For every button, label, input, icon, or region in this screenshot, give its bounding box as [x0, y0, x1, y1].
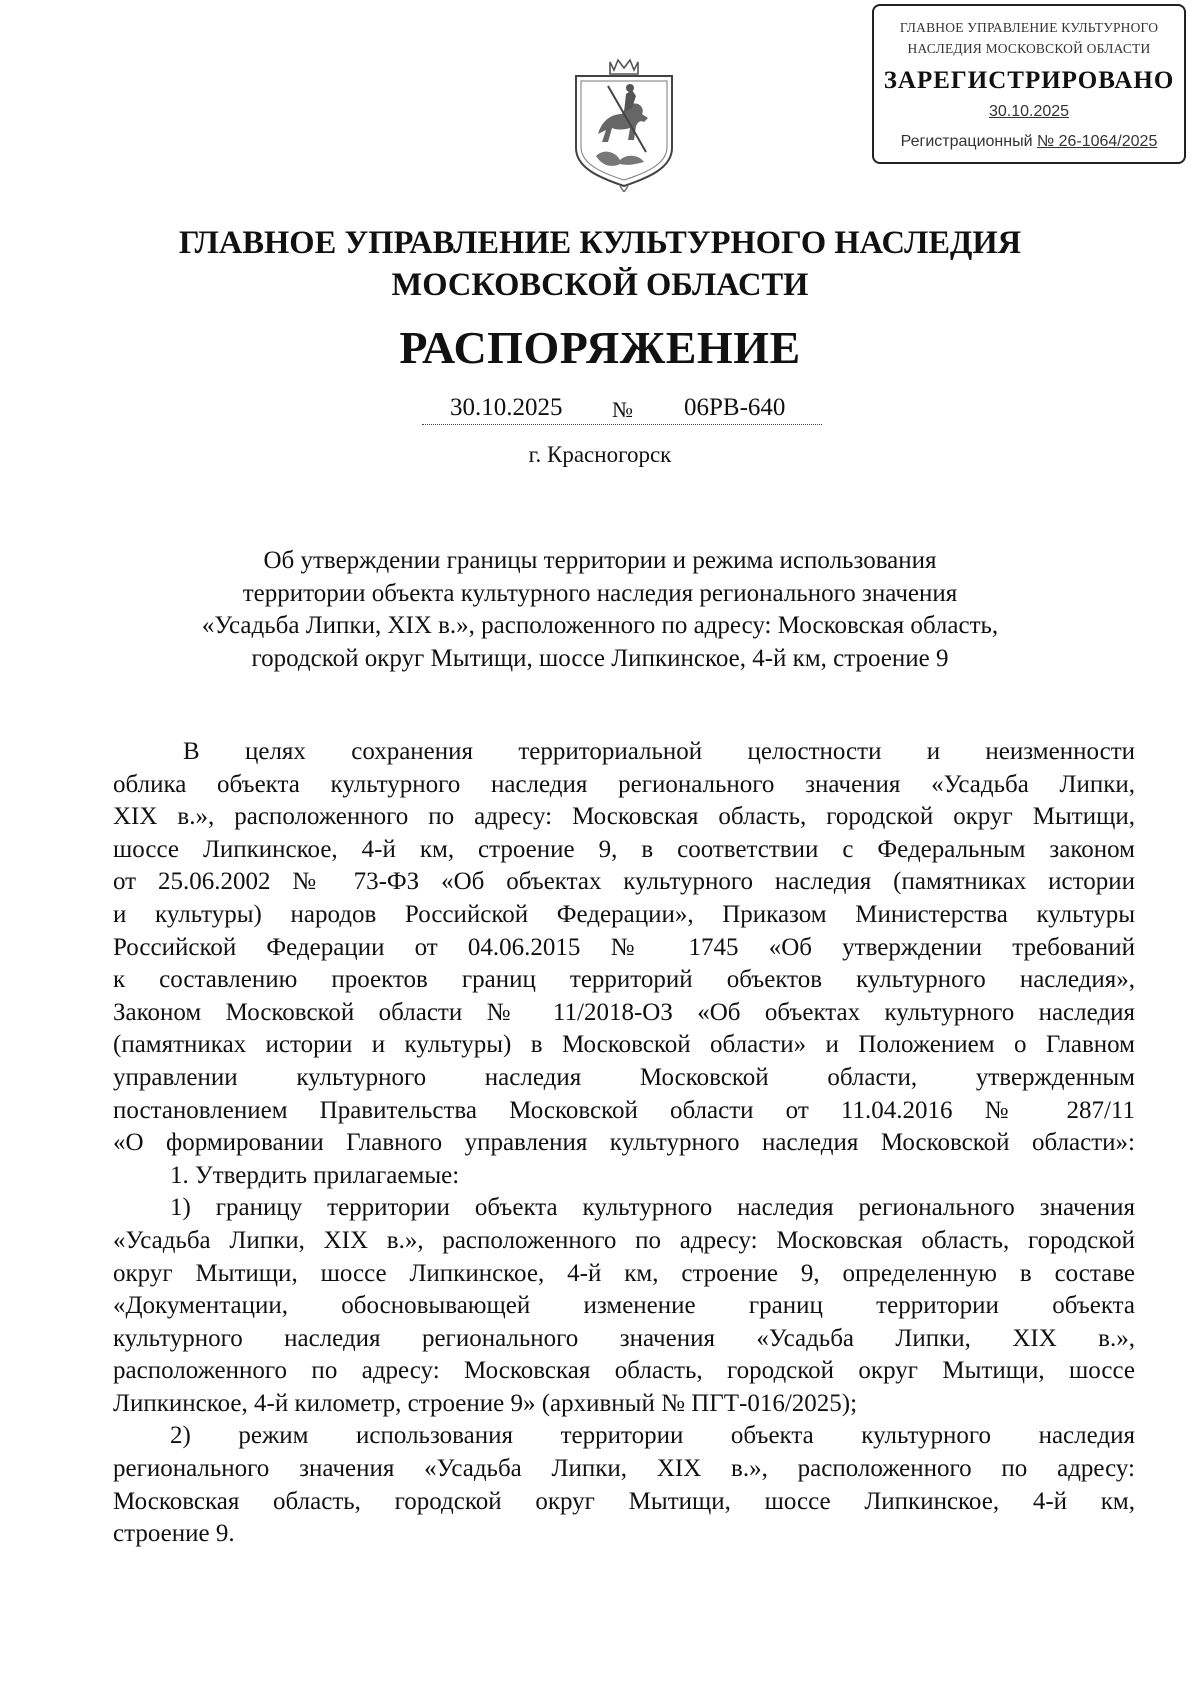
body-line: от 25.06.2002 № 73-ФЗ «Об объектах культурного наследия (памятниках истории	[113, 868, 1135, 896]
subject-line: «Усадьба Липки, XIX в.», расположенного по адресу: Московская область,	[201, 612, 999, 639]
body-line: управлении культурного наследия Московской области, утвержденным	[113, 1063, 1135, 1091]
document-body	[113, 736, 1135, 1551]
body-line: строение 9.	[113, 1520, 235, 1548]
stamp-reg-value: № 26-1064/2025	[1036, 133, 1158, 150]
body-line: 2) режим использования территории объекта культурного наследия	[170, 1422, 1135, 1450]
body-line: «Документации, обосновывающей изменение границ территории объекта	[113, 1292, 1135, 1320]
body-line: облика объекта культурного наследия регионального значения «Усадьба Липки,	[113, 770, 1135, 798]
document-subject	[150, 545, 1050, 675]
body-line: культурного наследия регионального значения «Усадьба Липки, XIX в.»,	[113, 1324, 1135, 1352]
stamp-date: 30.10.2025	[988, 103, 1070, 120]
moscow-oblast-coat-of-arms-icon	[568, 56, 680, 192]
organization-title	[0, 222, 1200, 306]
stamp-status: ЗАРЕГИСТРИРОВАНО	[883, 67, 1175, 94]
sub-item-2	[113, 1420, 1135, 1550]
body-line: шоссе Липкинское, 4-й км, строение 9, в соответствии с Федеральным законом	[113, 835, 1135, 863]
body-line: Московская область, городской округ Мытищи, шоссе Липкинское, 4-й км,	[113, 1487, 1135, 1515]
stamp-organization	[874, 14, 1184, 62]
organization-title-line: МОСКОВСКОЙ ОБЛАСТИ	[391, 267, 809, 303]
document-city: г. Красногорск	[528, 442, 672, 467]
body-line: Российской Федерации от 04.06.2015 № 1745 «Об утверждении требований	[113, 933, 1135, 961]
document-date: 30.10.2025	[450, 394, 563, 421]
stamp-registration-number	[874, 132, 1184, 152]
subject-line: городской округ Мытищи, шоссе Липкинское, 4-й км, строение 9	[251, 644, 949, 672]
body-line: Липкинское, 4-й километр, строение 9» (архивный № ПГТ-016/2025);	[113, 1389, 858, 1417]
body-line: XIX в.», расположенного по адресу: Московская область, городской округ Мытищи,	[113, 803, 1135, 831]
body-line: к составлению проектов границ территорий объектов культурного наследия»,	[113, 966, 1135, 994]
number-sign: №	[612, 397, 633, 422]
body-line: расположенного по адресу: Московская область, городской округ Мытищи, шоссе	[113, 1357, 1135, 1385]
body-line: 1) границу территории объекта культурного наследия регионального значения	[170, 1194, 1135, 1222]
sub-item-1	[113, 1192, 1135, 1420]
body-line: (памятниках истории и культуры) в Московской области» и Положением о Главном	[113, 1031, 1135, 1059]
body-line: «О формировании Главного управления культурного наследия Московской области»:	[113, 1129, 1135, 1157]
body-line: регионального значения «Усадьба Липки, XIX в.», расположенного по адресу:	[113, 1455, 1135, 1483]
body-line: постановлением Правительства Московской области от 11.04.2016 № 287/11	[113, 1096, 1135, 1124]
stamp-org-line: ГЛАВНОЕ УПРАВЛЕНИЕ КУЛЬТУРНОГО	[899, 20, 1159, 35]
registration-stamp	[872, 4, 1186, 164]
subject-line: Об утверждении границы территории и режима использования	[263, 547, 937, 574]
body-line: округ Мытищи, шоссе Липкинское, 4-й км, строение 9, определенную в составе	[113, 1259, 1135, 1287]
body-line: В целях сохранения территориальной целостности и неизменности	[183, 738, 1135, 765]
body-line: «Усадьба Липки, XIX в.», расположенного по адресу: Московская область, городской	[113, 1226, 1135, 1254]
stamp-org-line: НАСЛЕДИЯ МОСКОВСКОЙ ОБЛАСТИ	[907, 41, 1151, 56]
document-number: 06РВ-640	[684, 394, 786, 421]
body-line: Законом Московской области № 11/2018-ОЗ «Об объектах культурного наследия	[113, 998, 1135, 1026]
date-number-line	[422, 392, 822, 425]
preamble-paragraph	[113, 736, 1135, 1160]
stamp-reg-label: Регистрационный	[900, 133, 1037, 150]
subject-line: территории объекта культурного наследия регионального значения	[242, 579, 958, 607]
document-type: РАСПОРЯЖЕНИЕ	[399, 322, 801, 373]
item-1: 1. Утвердить прилагаемые:	[170, 1161, 460, 1189]
body-line: и культуры) народов Российской Федерации», Приказом Министерства культуры	[113, 900, 1135, 928]
organization-title-line: ГЛАВНОЕ УПРАВЛЕНИЕ КУЛЬТУРНОГО НАСЛЕДИЯ	[178, 225, 1022, 261]
